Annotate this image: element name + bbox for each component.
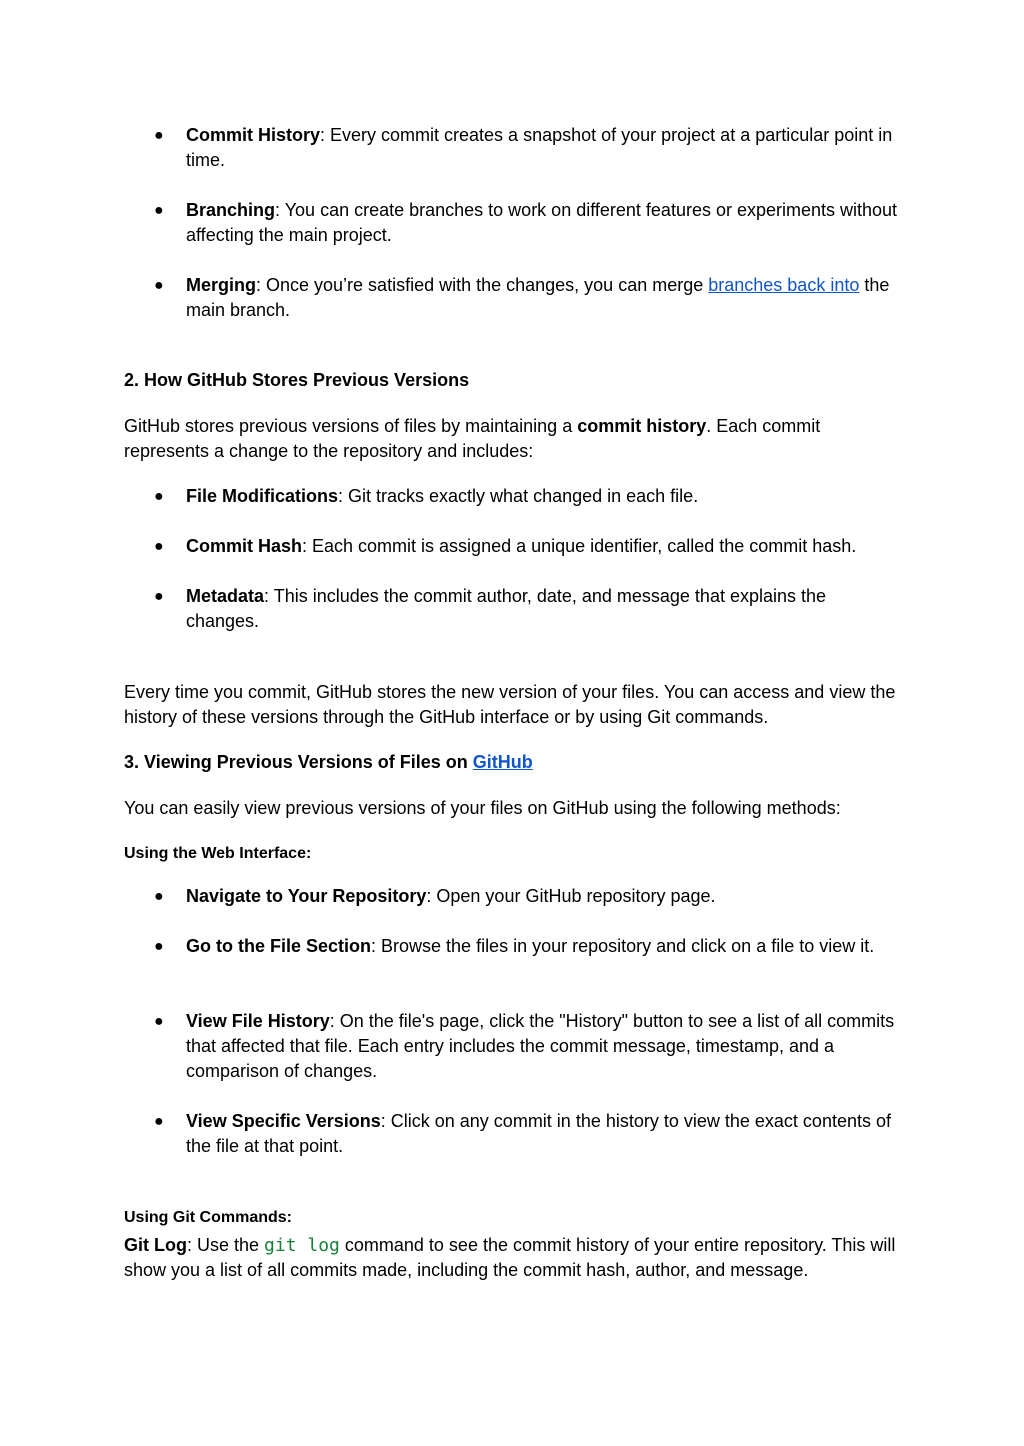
bullet: ● [154,202,164,219]
bullet: ● [154,888,164,905]
branches-link[interactable]: branches back into [708,275,860,295]
bullet: ● [154,127,164,144]
bullet: ● [154,1113,164,1130]
bullet: ● [154,588,164,605]
list-item: ● View File History: On the file's page, click the "History" button to see a list of all commits that affected that file. Each entry includes the commit message, timestamp, and a comparison of changes. [154,1011,895,1081]
paragraph: GitHub stores previous versions of files by maintaining a commit history. Each commit represents a change to the repository and includes: [124,416,821,461]
paragraph: You can easily view previous versions of your files on GitHub using the following methods: [124,798,841,818]
section-heading: 3. Viewing Previous Versions of Files on GitHub [124,752,533,772]
paragraph: Git Log: Use the git log command to see the commit history of your entire repository. This will show you a list of all commits made, including the commit hash, author, and message. [124,1235,896,1280]
list-item: ● Branching: You can create branches to work on different features or experiments without affecting the main project. [154,200,898,245]
list-item: ● Metadata: This includes the commit author, date, and message that explains the changes. [154,586,827,631]
inline-code: git log [264,1235,340,1256]
bullet: ● [154,277,164,294]
bullet: ● [154,488,164,505]
list-item: ● Commit Hash: Each commit is assigned a unique identifier, called the commit hash. [186,534,898,559]
bullet: ● [154,538,164,555]
list-item: ● File Modifications: Git tracks exactly what changed in each file. [186,484,898,509]
github-link[interactable]: GitHub [472,752,533,772]
bullet: ● [154,1013,164,1030]
subheading: Using the Web Interface: [124,845,312,862]
subheading: Using Git Commands: [124,1209,293,1226]
list-item: ● View Specific Versions: Click on any commit in the history to view the exact contents of the file at that point. [154,1111,891,1156]
section-heading: 2. How GitHub Stores Previous Versions [124,370,470,390]
list-item: ● Merging: Once you’re satisfied with the changes, you can merge branches back into the main branch. [154,275,890,320]
list-item: ● Commit History: Every commit creates a snapshot of your project at a particular point in time. [154,125,893,170]
bullet: ● [154,938,164,955]
paragraph: Every time you commit, GitHub stores the new version of your files. You can access and view the history of these versions through the GitHub interface or by using Git commands. [124,682,896,727]
list-item: ● Go to the File Section: Browse the files in your repository and click on a file to view it. [186,934,898,959]
list-item: ● Navigate to Your Repository: Open your GitHub repository page. [186,884,898,909]
